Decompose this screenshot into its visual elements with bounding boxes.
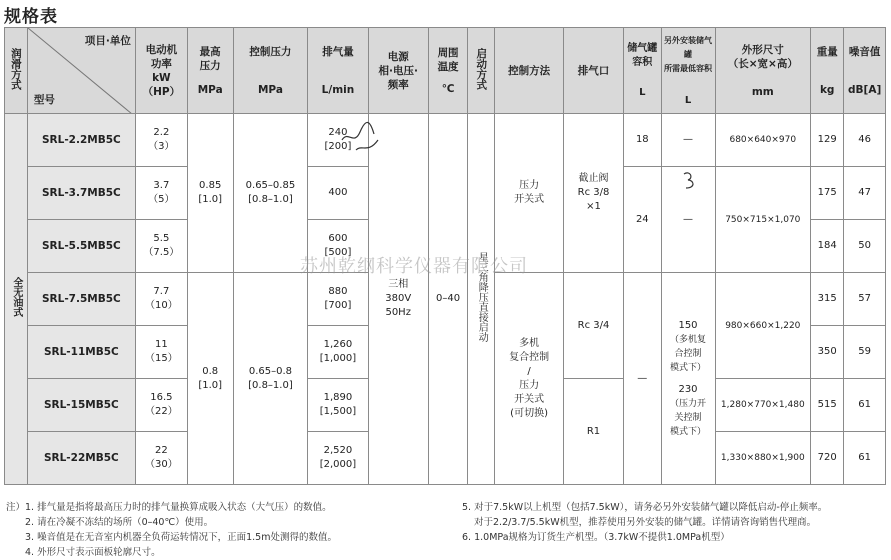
control-method-cell: 多机 复合控制 / 压力 开关式 (可切换) — [495, 273, 564, 485]
displacement-cell: 1,260 [1,000] — [308, 326, 368, 379]
header-control-pressure: 控制压力 MPa — [233, 28, 308, 114]
header-start-method: 启动方式 — [468, 28, 495, 114]
weight-cell: 515 — [811, 379, 844, 432]
model-cell: SRL-11MB5C — [27, 326, 135, 379]
handwritten-scribble — [680, 168, 704, 192]
control-method-cell: 压力 开关式 — [495, 114, 564, 273]
page-title: 规格表 — [4, 7, 58, 27]
power-cell: 7.7 （10） — [135, 273, 187, 326]
model-cell: SRL-22MB5C — [27, 432, 135, 485]
dimension-cell: 1,330×880×1,900 — [715, 432, 811, 485]
header-ambient-temp: 周围 温度 ℃ — [428, 28, 467, 114]
note-line: 3. 噪音值是在无音室内机器全负荷运转情况下，正面1.5m处测得的数值。 — [25, 532, 337, 543]
noise-cell: 59 — [844, 326, 886, 379]
optional-tank-cell: — — [661, 114, 715, 167]
header-weight: 重量 kg — [811, 28, 844, 114]
header-lubrication: 润滑方式 — [5, 28, 28, 114]
displacement-cell: 880 [700] — [308, 273, 368, 326]
header-noise: 噪音值 dB[A] — [844, 28, 886, 114]
header-tank-capacity: 储气罐 容积 L — [624, 28, 661, 114]
weight-cell: 350 — [811, 326, 844, 379]
power-cell: 5.5 （7.5） — [135, 220, 187, 273]
control-pressure-cell: 0.65–0.85 [0.8–1.0] — [233, 114, 308, 273]
noise-cell: 47 — [844, 167, 886, 220]
header-control-method: 控制方法 — [495, 28, 564, 114]
displacement-cell: 240 [200] — [308, 114, 368, 167]
note-line: 对于2.2/3.7/5.5kW机型，推荐使用另外安装的储气罐。详情请咨询销售代理商。 — [474, 517, 817, 528]
header-max-pressure: 最高 压力 MPa — [187, 28, 233, 114]
weight-cell: 720 — [811, 432, 844, 485]
notes-left — [6, 500, 446, 560]
dimension-cell: 1,280×770×1,480 — [715, 379, 811, 432]
start-method-cell: 星三角降压直接启动 — [468, 114, 495, 485]
note-line: 4. 外形尺寸表示面板轮廓尺寸。 — [25, 547, 161, 558]
header-item-model: 项目·单位 型号 — [27, 28, 135, 114]
tank-cell: 24 — [624, 167, 661, 273]
noise-cell: 50 — [844, 220, 886, 273]
power-supply-cell: 三相 380V 50Hz — [368, 114, 428, 485]
power-cell: 3.7 （5） — [135, 167, 187, 220]
weight-cell: 184 — [811, 220, 844, 273]
lubrication-cell: 全无油式 — [5, 114, 28, 485]
header-optional-tank: 另外安装储气罐 所需最低容积 L — [661, 28, 715, 114]
weight-cell: 129 — [811, 114, 844, 167]
displacement-cell: 400 — [308, 167, 368, 220]
handwritten-scribble — [338, 110, 388, 160]
tank-cell: — — [624, 273, 661, 485]
note-line: 注）1. 排气量是指将最高压力时的排气量换算成吸入状态（大气压）的数值。 — [6, 502, 332, 513]
model-cell: SRL-2.2MB5C — [27, 114, 135, 167]
note-line: 5. 对于7.5kW以上机型（包括7.5kW），请务必另外安装储气罐以降低启动-停止频率。 — [462, 502, 828, 513]
control-pressure-cell: 0.65–0.8 [0.8–1.0] — [233, 273, 308, 485]
watermark: 苏州乾纲科学仪器有限公司 — [300, 256, 528, 277]
header-motor-power: 电动机 功率 kW （HP） — [135, 28, 187, 114]
model-cell: SRL-3.7MB5C — [27, 167, 135, 220]
weight-cell: 175 — [811, 167, 844, 220]
noise-cell: 61 — [844, 379, 886, 432]
model-cell: SRL-5.5MB5C — [27, 220, 135, 273]
power-cell: 2.2 （3） — [135, 114, 187, 167]
header-displacement: 排气量 L/min — [308, 28, 368, 114]
header-power-supply: 电源 相·电压· 频率 — [368, 28, 428, 114]
displacement-cell: 2,520 [2,000] — [308, 432, 368, 485]
power-cell: 22 （30） — [135, 432, 187, 485]
model-cell: SRL-15MB5C — [27, 379, 135, 432]
dimension-cell: 680×640×970 — [715, 114, 811, 167]
outlet-cell: Rc 3/4 — [563, 273, 623, 379]
tank-cell: 18 — [624, 114, 661, 167]
optional-tank-cell: 150 （多机复 合控制 模式下） 230 （压力开 关控制 模式下） — [661, 273, 715, 485]
note-line: 6. 1.0MPa规格为订货生产机型。（3.7kW不提供1.0MPa机型） — [462, 532, 730, 543]
dimension-cell: 750×715×1,070 — [715, 167, 811, 273]
displacement-cell: 600 [500] — [308, 220, 368, 273]
notes-right — [462, 500, 886, 545]
noise-cell: 61 — [844, 432, 886, 485]
header-outlet: 排气口 — [563, 28, 623, 114]
max-pressure-cell: 0.85 [1.0] — [187, 114, 233, 273]
ambient-temp-cell: 0–40 — [428, 114, 467, 485]
noise-cell: 46 — [844, 114, 886, 167]
outlet-cell: R1 — [563, 379, 623, 485]
noise-cell: 57 — [844, 273, 886, 326]
note-line: 2. 请在冷凝不冻结的场所（0–40℃）使用。 — [25, 517, 214, 528]
header-dimensions: 外形尺寸 （长×宽×高） mm — [715, 28, 811, 114]
displacement-cell: 1,890 [1,500] — [308, 379, 368, 432]
power-cell: 16.5 （22） — [135, 379, 187, 432]
max-pressure-cell: 0.8 [1.0] — [187, 273, 233, 485]
model-cell: SRL-7.5MB5C — [27, 273, 135, 326]
dimension-cell: 980×660×1,220 — [715, 273, 811, 379]
optional-tank-cell: — — [661, 167, 715, 273]
weight-cell: 315 — [811, 273, 844, 326]
power-cell: 11 （15） — [135, 326, 187, 379]
outlet-cell: 截止阀 Rc 3/8 ×1 — [563, 114, 623, 273]
